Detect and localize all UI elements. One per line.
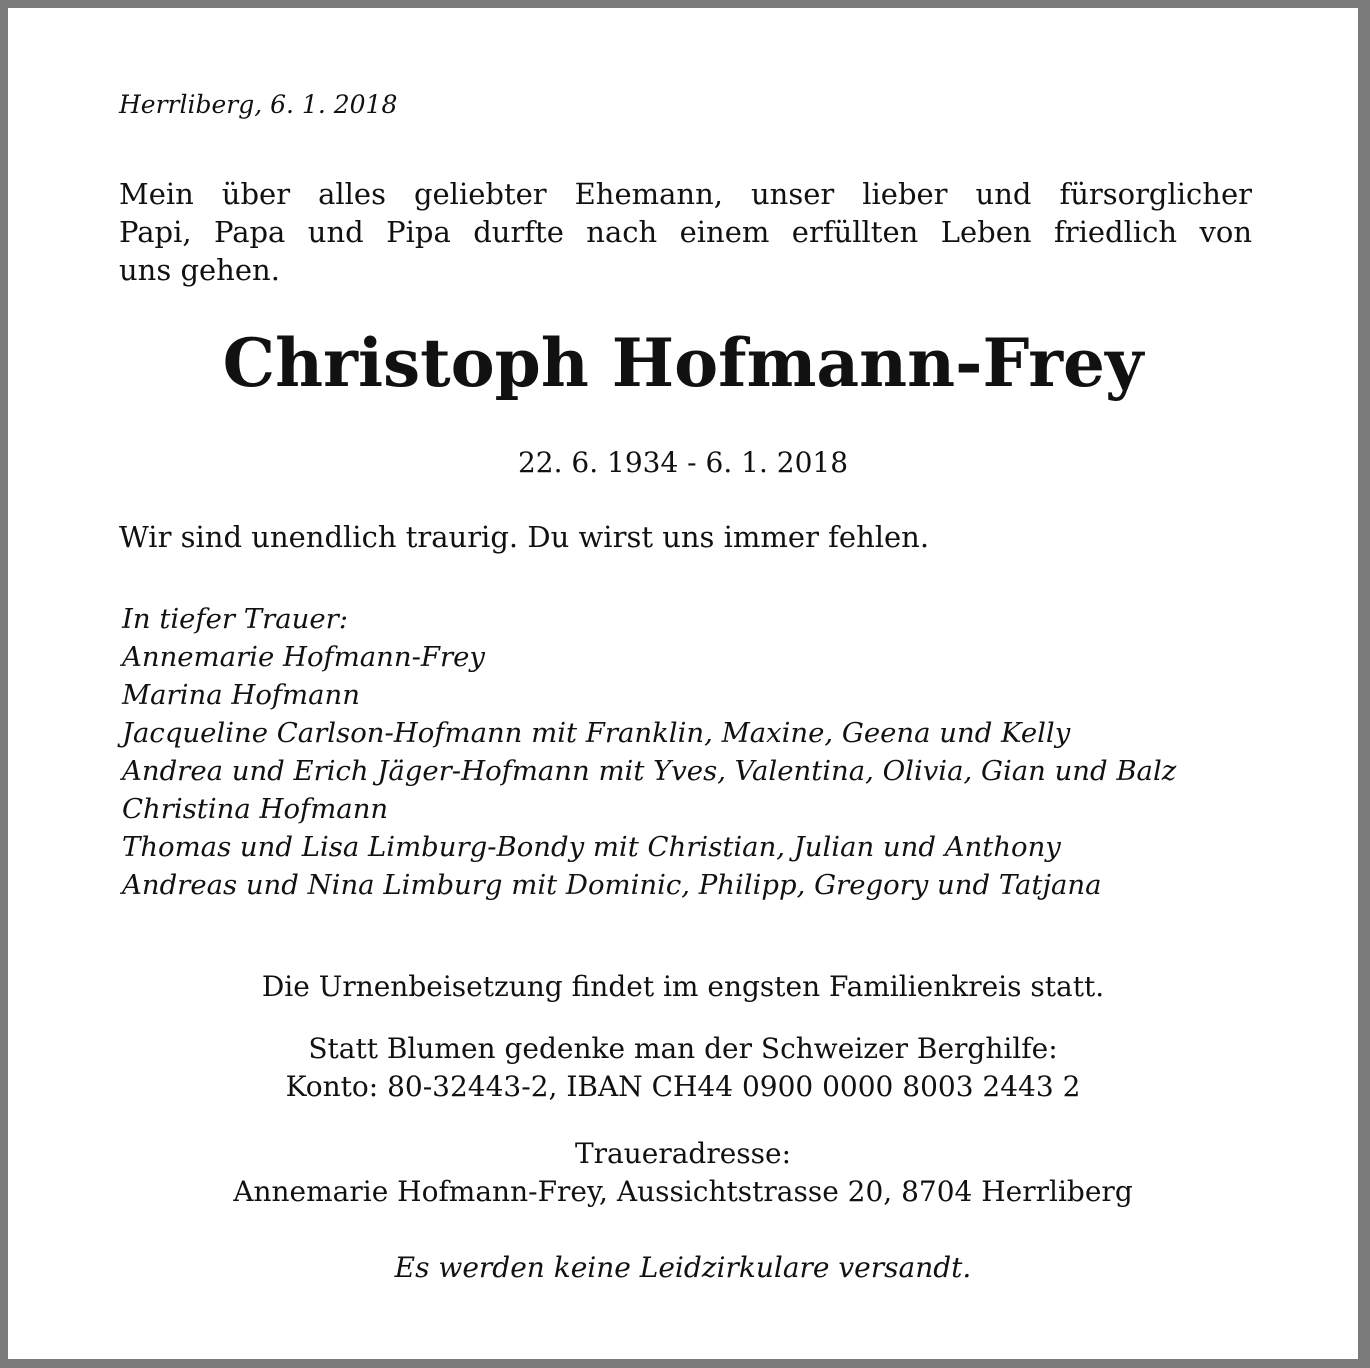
burial-note: Die Urnenbeisetzung findet im engsten Familienkreis statt.: [261, 970, 1105, 1003]
closing-note: Es werden keine Leidzirkulare versandt.: [394, 1251, 972, 1284]
mourner: Andreas und Nina Limburg mit Dominic, Philipp, Gregory und Tatjana: [122, 869, 1102, 901]
donation-note: Statt Blumen gedenke man der Schweizer Berghilfe:: [308, 1032, 1058, 1065]
place-date: Herrliberg, 6. 1. 2018: [119, 90, 398, 119]
mourner: Thomas und Lisa Limburg-Bondy mit Christian, Julian und Anthony: [122, 831, 1061, 863]
farewell-text: Wir sind unendlich traurig. Du wirst uns immer fehlen.: [119, 520, 930, 554]
life-dates: 22. 6. 1934 - 6. 1. 2018: [517, 446, 849, 479]
obituary-page: [8, 8, 1358, 1359]
mourner: Marina Hofmann: [122, 679, 360, 711]
intro-line: Papi, Papa und Pipa durfte nach einem erfüllten Leben friedlich von: [119, 215, 1252, 249]
intro-line: Mein über alles geliebter Ehemann, unser lieber und fürsorglicher: [119, 177, 1252, 211]
mourners-heading: In tiefer Trauer:: [122, 603, 349, 635]
mourner: Christina Hofmann: [122, 793, 389, 825]
intro-line: uns gehen.: [119, 253, 280, 287]
deceased-name: Christoph Hofmann-Frey: [222, 324, 1144, 402]
mourner: Andrea und Erich Jäger-Hofmann mit Yves, Valentina, Olivia, Gian und Balz: [122, 755, 1177, 787]
address-label: Traueradresse:: [574, 1137, 792, 1170]
mourner: Annemarie Hofmann-Frey: [122, 641, 485, 673]
donation-account: Konto: 80-32443-2, IBAN CH44 0900 0000 8003 2443 2: [285, 1070, 1081, 1103]
mourner: Jacqueline Carlson-Hofmann mit Franklin, Maxine, Geena und Kelly: [122, 717, 1071, 749]
mourning-address: Annemarie Hofmann-Frey, Aussichtstrasse 20, 8704 Herrliberg: [233, 1175, 1133, 1208]
